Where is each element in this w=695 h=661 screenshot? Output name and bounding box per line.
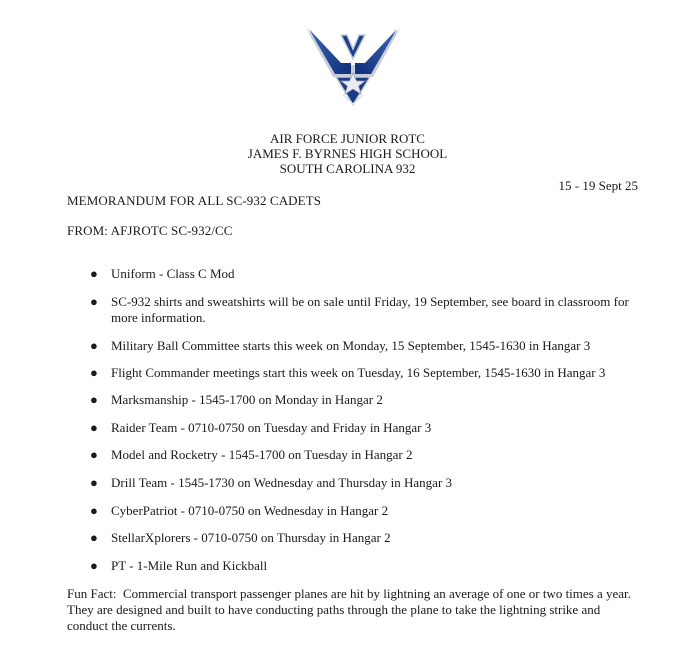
list-item-text: PT - 1-Mile Run and Kickball [111,558,268,573]
list-item-text: Marksmanship - 1545-1700 on Monday in Hangar 2 [111,392,383,407]
list-item-text: Flight Commander meetings start this week on Tuesday, 16 September, 1545-1630 in Hangar 3 [111,365,606,380]
bullet-icon: ● [90,266,98,281]
bullet-icon: ● [90,530,98,545]
bullet-icon: ● [90,503,98,518]
org-name-line-3: SOUTH CAROLINA 932 [279,161,416,176]
fun-fact-text: Commercial transport passenger planes are hit by lightning an average of one or two times a year. They are designed and built to have conducting paths through the plane to take the lightning strike and conduct the currents. [67,586,631,633]
memo-from: FROM: AFJROTC SC-932/CC [67,223,233,238]
bullet-icon: ● [90,392,98,407]
list-item-text: Drill Team - 1545-1730 on Wednesday and Thursday in Hangar 3 [111,475,453,490]
list-item-text: SC-932 shirts and sweatshirts will be on sale until Friday, 19 September, see board in classroom for more information. [111,294,629,325]
list-item-text: Raider Team - 0710-0750 on Tuesday and Friday in Hangar 3 [111,420,432,435]
list-item-text: CyberPatriot - 0710-0750 on Wednesday in Hangar 2 [111,503,389,518]
bullet-icon: ● [90,365,98,380]
bullet-icon: ● [90,475,98,490]
memo-title: MEMORANDUM FOR ALL SC-932 CADETS [67,193,322,208]
org-name-line-1: AIR FORCE JUNIOR ROTC [270,131,425,146]
fun-fact-label: Fun Fact: [67,586,117,601]
bullet-icon: ● [90,294,98,309]
bullet-icon: ● [90,447,98,462]
fun-fact-paragraph [67,586,637,634]
bullet-icon: ● [90,420,98,435]
list-item-text: Uniform - Class C Mod [111,266,235,281]
memo-date: 15 - 19 Sept 25 [558,178,638,193]
list-item-text: Military Ball Committee starts this week on Monday, 15 September, 1545-1630 in Hangar 3 [111,338,591,353]
bullet-icon: ● [90,558,98,573]
list-item-text: StellarXplorers - 0710-0750 on Thursday in Hangar 2 [111,530,391,545]
org-name-line-2: JAMES F. BYRNES HIGH SCHOOL [247,146,448,161]
list-item-text: Model and Rocketry - 1545-1700 on Tuesday in Hangar 2 [111,447,413,462]
air-force-wings-emblem-icon [303,25,403,107]
bullet-icon: ● [90,338,98,353]
